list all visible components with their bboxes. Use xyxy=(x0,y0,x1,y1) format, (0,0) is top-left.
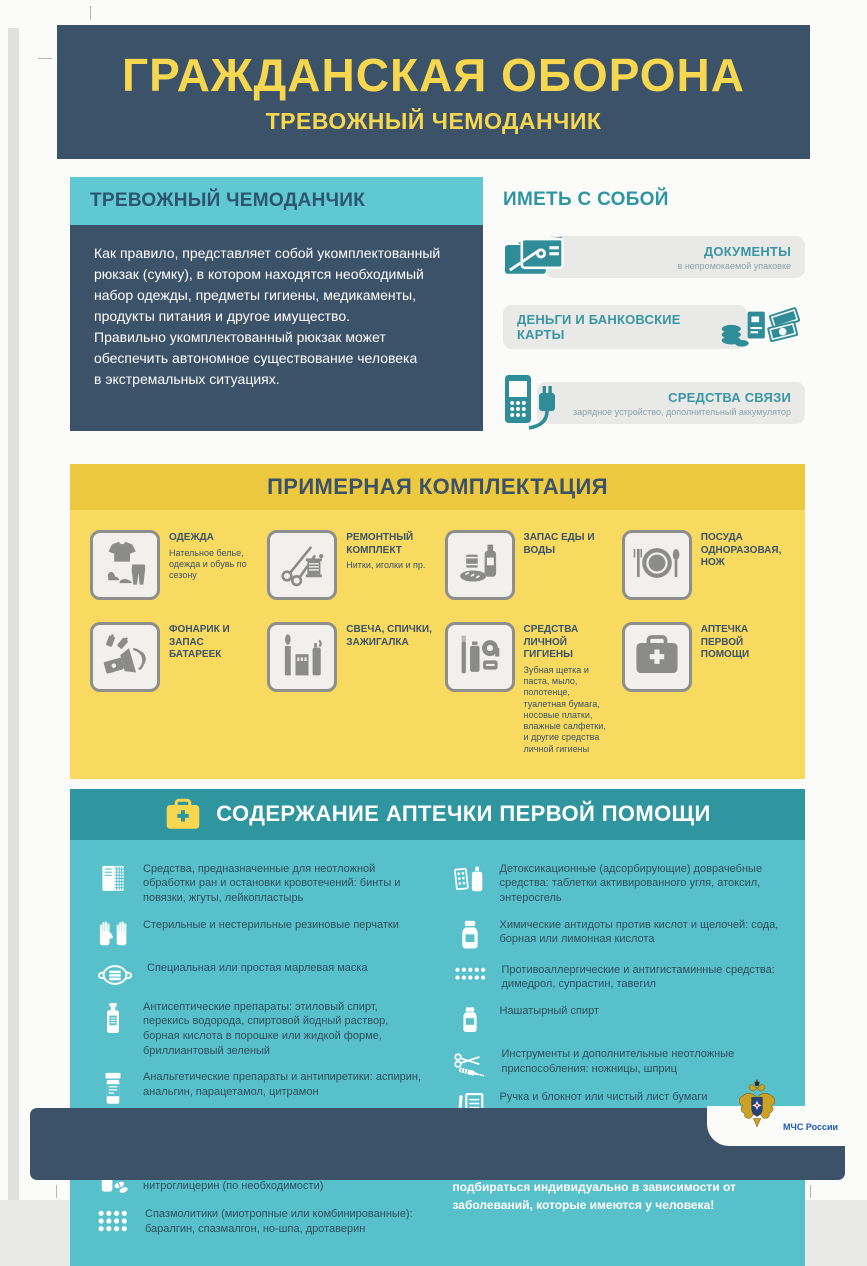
aid-item-left-1 xyxy=(96,862,423,906)
kit-grid xyxy=(70,510,805,779)
poster-title: ГРАЖДАНСКАЯ ОБОРОНА xyxy=(122,49,745,101)
aid-item-text: Средства, предназначенные для неотложной обработки ран и остановки кровотечений: бинты и повязки, жгуты, лейкопластырь xyxy=(143,862,401,905)
mchs-label: МЧС России xyxy=(783,1122,839,1132)
carry-item-note: в непромокаемой упаковке xyxy=(677,260,791,271)
flashlight-icon xyxy=(101,633,149,682)
aid-item-text: Нашатырный спирт xyxy=(499,1004,600,1017)
kit-item-title: ОДЕЖДА xyxy=(169,532,214,544)
carry-item-3 xyxy=(503,373,805,433)
carry-item-note: зарядное устройство, дополнительный аккумулятор xyxy=(573,406,791,417)
aid-section xyxy=(70,789,805,1266)
aid-item-left-2 xyxy=(96,918,423,949)
sewing-icon xyxy=(279,540,325,591)
candle-icon xyxy=(280,631,324,684)
carry-heading: ИМЕТЬ С СОБОЙ xyxy=(503,189,669,211)
aid-item-right-2 xyxy=(453,918,780,951)
mchs-emblem-icon xyxy=(736,1080,778,1138)
carry-pill xyxy=(545,236,805,278)
kit-item-title: ЗАПАС ЕДЫ И ВОДЫ xyxy=(523,532,595,556)
kit-item-2 xyxy=(267,530,434,600)
about-heading: ТРЕВОЖНЫЙ ЧЕМОДАНЧИК xyxy=(70,177,483,225)
detox-icon xyxy=(453,862,487,895)
tableware-icon xyxy=(632,542,682,589)
aid-right-column xyxy=(453,862,780,1249)
ammonia-icon xyxy=(453,1004,487,1035)
mask-icon xyxy=(96,961,134,988)
crop-mark xyxy=(810,1185,811,1198)
aid-item-right-5 xyxy=(453,1047,780,1078)
carry-item-1 xyxy=(503,233,805,281)
kit-heading: ПРИМЕРНАЯ КОМПЛЕКТАЦИЯ xyxy=(70,464,805,510)
carry-list xyxy=(503,233,805,433)
kit-item-1 xyxy=(90,530,257,600)
poster-header xyxy=(57,25,810,159)
pillbottle-icon xyxy=(96,1070,130,1105)
kit-item-7 xyxy=(445,622,612,755)
carry-item-title: СРЕДСТВА СВЯЗИ xyxy=(668,389,791,405)
poster-subtitle: ТРЕВОЖНЫЙ ЧЕМОДАНЧИК xyxy=(265,108,602,135)
aid-item-left-4 xyxy=(96,1000,423,1059)
carry-pill xyxy=(537,382,805,424)
kit-item-title: АПТЕЧКА ПЕРВОЙ ПОМОЩИ xyxy=(700,624,750,661)
aid-body xyxy=(70,840,805,1266)
kit-item-title: ПОСУДА ОДНОРАЗОВАЯ, НОЖ xyxy=(700,532,782,569)
reminder-text: подбираться индивидуально в зависимости от заболеваний, которые имеются у человека! xyxy=(452,1180,736,1212)
aid-item-text: Детоксикационные (адсорбирующие) доврачебные средства: таблетки активированного угля, атоксил, энтеросгель xyxy=(499,862,763,905)
kit-item-5 xyxy=(90,622,257,755)
carry-item-title: ДОКУМЕНТЫ xyxy=(703,243,791,259)
aid-item-left-8 xyxy=(96,1207,423,1236)
about-body-text: Как правило, представляет собой укомплектованный рюкзак (сумку), в котором находятся необходимый набор одежды, предметы гигиены, медикаменты, продукты питания и другое имущество. Правильно укомплектованный рюкзак может обеспечить автономное существование человека в экстремальных ситуациях. xyxy=(70,225,483,431)
aid-item-text: Спазмолитики (миотропные или комбинированные): баралгин, спазмалгон, но-шпа, дротаверин xyxy=(145,1208,413,1235)
carry-pill xyxy=(503,305,747,349)
kit-section xyxy=(70,464,805,779)
kit-item-3 xyxy=(445,530,612,600)
aid-item-right-4 xyxy=(453,1004,780,1035)
gloves-icon xyxy=(96,918,130,949)
pills-icon xyxy=(453,963,489,986)
carry-item-2 xyxy=(503,304,805,350)
aid-item-text: Противоаллергические и антигистаминные средства: димедрол, супрастин, тавегил xyxy=(501,963,775,991)
kit-item-title: ФОНАРИК И ЗАПАС БАТАРЕЕК xyxy=(169,624,230,661)
aid-item-text: Антисептические препараты: этиловый спирт, перекись водорода, спиртовой йодный раствор, борная кислота в порошке или жидкой форме, бриллиантовый зеленый xyxy=(143,1000,389,1057)
aid-item-right-1 xyxy=(453,862,780,906)
poster-content xyxy=(57,25,810,1266)
hygiene-icon xyxy=(457,632,503,683)
food-icon xyxy=(457,540,503,591)
first-aid-kit-icon xyxy=(164,798,202,831)
aid-item-right-3 xyxy=(453,963,780,992)
aid-item-text: Ручка и блокнот или чистый лист бумаги xyxy=(499,1090,708,1103)
aid-list-left xyxy=(96,862,423,1249)
documents-icon xyxy=(503,233,567,281)
phone-icon xyxy=(503,373,559,433)
crop-mark xyxy=(90,6,91,20)
jar-icon xyxy=(453,918,487,951)
carry-item-title: ДЕНЬГИ И БАНКОВСКИЕ КАРТЫ xyxy=(517,312,681,343)
bandage-icon xyxy=(96,862,130,895)
scan-edge-strip xyxy=(8,28,19,1200)
aid-list-right xyxy=(453,862,780,1123)
kit-item-desc: Зубная щетка и паста, мыло, полотенце, туалетная бумага, носовые платки, влажные салфетки, и другие средства личной гигиены xyxy=(523,664,606,754)
about-box xyxy=(70,177,483,456)
carry-column xyxy=(503,177,805,456)
aid-item-left-3 xyxy=(96,961,423,988)
kit-item-title: СВЕЧА, СПИЧКИ, ЗАЖИГАЛКА xyxy=(346,624,432,648)
clothes-icon xyxy=(102,540,148,591)
kit-item-title: РЕМОНТНЫЙ КОМПЛЕКТ xyxy=(346,532,414,556)
aid-item-text: Стерильные и нестерильные резиновые перчатки xyxy=(143,918,399,931)
kit-item-desc: Нитки, иголки и пр. xyxy=(346,560,426,571)
aid-heading: СОДЕРЖАНИЕ АПТЕЧКИ ПЕРВОЙ ПОМОЩИ xyxy=(216,801,711,827)
firstaid-icon xyxy=(633,634,681,681)
tools-icon xyxy=(453,1047,489,1078)
kit-item-4 xyxy=(622,530,789,600)
footer-band xyxy=(30,1108,845,1180)
aid-item-text: нитроглицерин (по необходимости) xyxy=(143,1179,324,1192)
aid-item-text: Химические антидоты против кислот и щелочей: сода, борная или лимонная кислота xyxy=(499,918,779,946)
bottle-icon xyxy=(96,1000,130,1035)
money-icon xyxy=(717,304,805,350)
aid-item-text: Специальная или простая марлевая маска xyxy=(147,961,368,974)
aid-item-text: Инструменты и дополнительные неотложные приспособления: ножницы, шприц xyxy=(501,1047,735,1075)
kit-item-8 xyxy=(622,622,789,755)
kit-item-title: СРЕДСТВА ЛИЧНОЙ ГИГИЕНЫ xyxy=(523,624,579,661)
kit-item-6 xyxy=(267,622,434,755)
pillgrid-icon xyxy=(96,1207,132,1234)
aid-item-text: Анальгетические препараты и антипиретики: аспирин, анальгин, парацетамол, цитрамон xyxy=(143,1071,422,1098)
crop-mark xyxy=(38,58,52,59)
kit-item-desc: Нательное белье, одежда и обувь по сезону xyxy=(169,547,247,581)
aid-item-left-5 xyxy=(96,1070,423,1105)
intro-row xyxy=(70,177,805,456)
aid-header xyxy=(70,789,805,840)
